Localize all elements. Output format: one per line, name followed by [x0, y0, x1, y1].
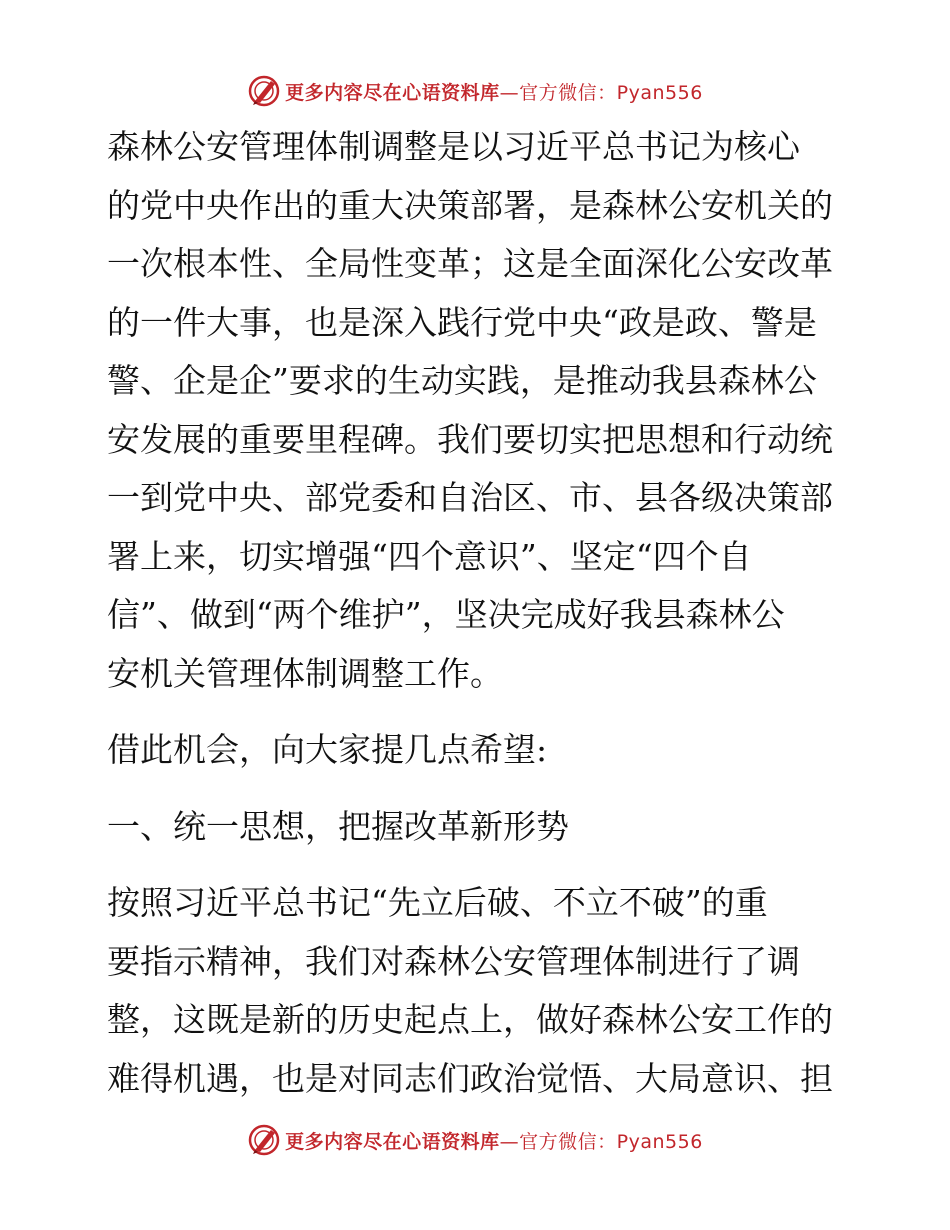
text-line: 的党中央作出的重大决策部署，是森林公安机关的 — [107, 185, 833, 225]
text-line: 一次根本性、全局性变革；这是全面深化公安改革 — [107, 244, 833, 283]
banner-highlight-text: 更多内容尽在心语资料库 — [285, 1130, 500, 1153]
pen-seal-logo-icon — [247, 1123, 281, 1157]
section-heading-1: 一、统一思想，把握改革新形势 — [107, 806, 569, 846]
text-line: 信”、做到“两个维护”，坚决完成好我县森林公 — [107, 595, 785, 634]
banner-text — [285, 1127, 703, 1154]
banner-text — [285, 78, 703, 105]
header-watermark-banner — [0, 71, 950, 111]
text-line: 安发展的重要里程碑。我们要切实把思想和行动统 — [107, 419, 833, 459]
text-line: 一到党中央、部党委和自治区、市、县各级决策部 — [107, 478, 833, 517]
paragraph-3 — [97, 874, 857, 1108]
text-line: 要指示精神，我们对森林公安管理体制进行了调 — [107, 941, 800, 981]
text-line: 整，这既是新的历史起点上，做好森林公安工作的 — [107, 1000, 833, 1039]
text-line: 难得机遇，也是对同志们政治觉悟、大局意识、担 — [107, 1058, 833, 1098]
text-line: 警、企是企”要求的生动实践，是推动我县森林公 — [107, 361, 817, 400]
footer-watermark-banner — [0, 1120, 950, 1160]
text-line: 森林公安管理体制调整是以习近平总书记为核心 — [107, 127, 800, 166]
banner-highlight-text: 更多内容尽在心语资料库 — [285, 81, 500, 104]
text-line: 按照习近平总书记“先立后破、不立不破”的重 — [107, 883, 768, 922]
paragraph-2: 借此机会，向大家提几点希望: — [107, 730, 548, 769]
banner-wechat-text: —官方微信：Pyan556 — [499, 1130, 703, 1153]
pen-seal-logo-icon — [247, 74, 281, 108]
text-line: 署上来，切实增强“四个意识”、坚定“四个自 — [107, 536, 752, 576]
text-line: 安机关管理体制调整工作。 — [107, 653, 503, 693]
banner-wechat-text: —官方微信：Pyan556 — [499, 81, 703, 104]
text-line: 的一件大事，也是深入践行党中央“政是政、警是 — [107, 302, 817, 342]
document-body — [97, 118, 857, 1108]
paragraph-1 — [97, 118, 857, 703]
